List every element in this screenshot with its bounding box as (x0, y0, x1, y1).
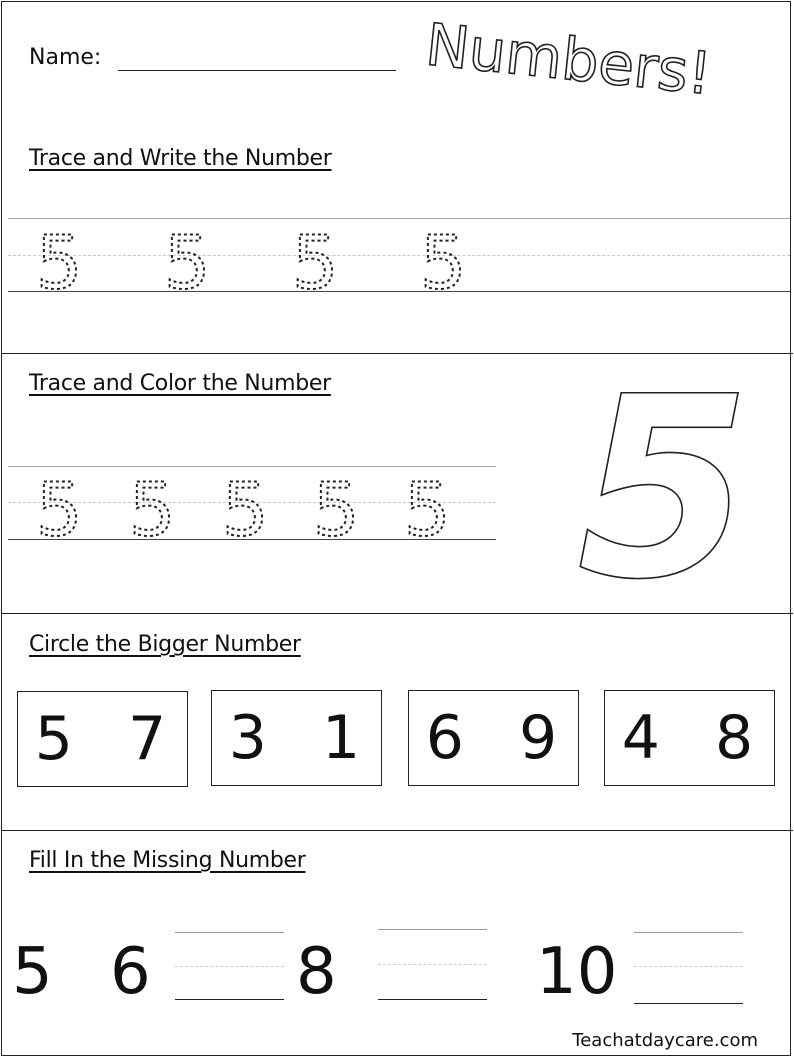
trace-digit[interactable] (420, 221, 467, 306)
guide-top-line (8, 466, 496, 467)
trace-digit[interactable] (222, 468, 269, 553)
svg-text:5: 5 (577, 343, 751, 634)
sequence-number: 10 (536, 935, 618, 1009)
trace-digit[interactable] (313, 468, 360, 553)
svg-text:5: 5 (222, 468, 269, 553)
blank-guide-mid (175, 966, 284, 967)
title-numbers (422, 10, 785, 109)
section-title-trace-color: Trace and Color the Number (29, 371, 331, 396)
sequence-number: 6 (110, 935, 151, 1009)
trace-digit[interactable] (292, 221, 339, 306)
number-pair-box[interactable]: 4 8 (604, 690, 775, 786)
svg-text:5: 5 (404, 468, 451, 553)
svg-text:5: 5 (313, 468, 360, 553)
number-pair-box[interactable]: 5 7 (17, 691, 188, 787)
trace-digit[interactable] (404, 468, 451, 553)
missing-number-blank[interactable] (634, 1003, 743, 1004)
sequence-number: 8 (296, 935, 337, 1009)
svg-text:5: 5 (36, 468, 83, 553)
blank-guide-top (378, 929, 487, 930)
blank-guide-mid (634, 966, 743, 967)
guide-mid-line (8, 255, 790, 256)
blank-guide-top (634, 932, 743, 933)
guide-base-line[interactable] (8, 291, 790, 292)
footer-site: Teachatdaycare.com (572, 1030, 758, 1051)
svg-text:5: 5 (420, 221, 467, 306)
trace-digit[interactable] (36, 468, 83, 553)
trace-digit[interactable] (164, 221, 211, 306)
trace-digit[interactable] (129, 468, 176, 553)
svg-text:Numbers!: Numbers! (422, 10, 715, 109)
section-title-fill-missing: Fill In the Missing Number (29, 848, 306, 873)
color-digit-outline[interactable] (575, 343, 751, 634)
section-title-trace-write: Trace and Write the Number (29, 146, 332, 171)
missing-number-blank[interactable] (175, 999, 284, 1000)
blank-guide-mid (378, 964, 487, 965)
sequence-number: 5 (12, 935, 53, 1009)
svg-text:5: 5 (292, 221, 339, 306)
section-divider (1, 830, 793, 831)
name-write-line[interactable] (118, 70, 396, 71)
number-pair-box[interactable]: 6 9 (408, 690, 579, 786)
svg-text:5: 5 (164, 221, 211, 306)
blank-guide-top (175, 932, 284, 933)
section-divider (1, 613, 793, 614)
number-pair-box[interactable]: 3 1 (211, 690, 382, 786)
name-label: Name: (29, 45, 102, 70)
svg-text:5: 5 (129, 468, 176, 553)
section-title-circle-bigger: Circle the Bigger Number (29, 632, 301, 657)
trace-digit[interactable] (36, 221, 83, 306)
svg-text:5: 5 (36, 221, 83, 306)
guide-top-line (8, 218, 790, 219)
missing-number-blank[interactable] (378, 999, 487, 1000)
